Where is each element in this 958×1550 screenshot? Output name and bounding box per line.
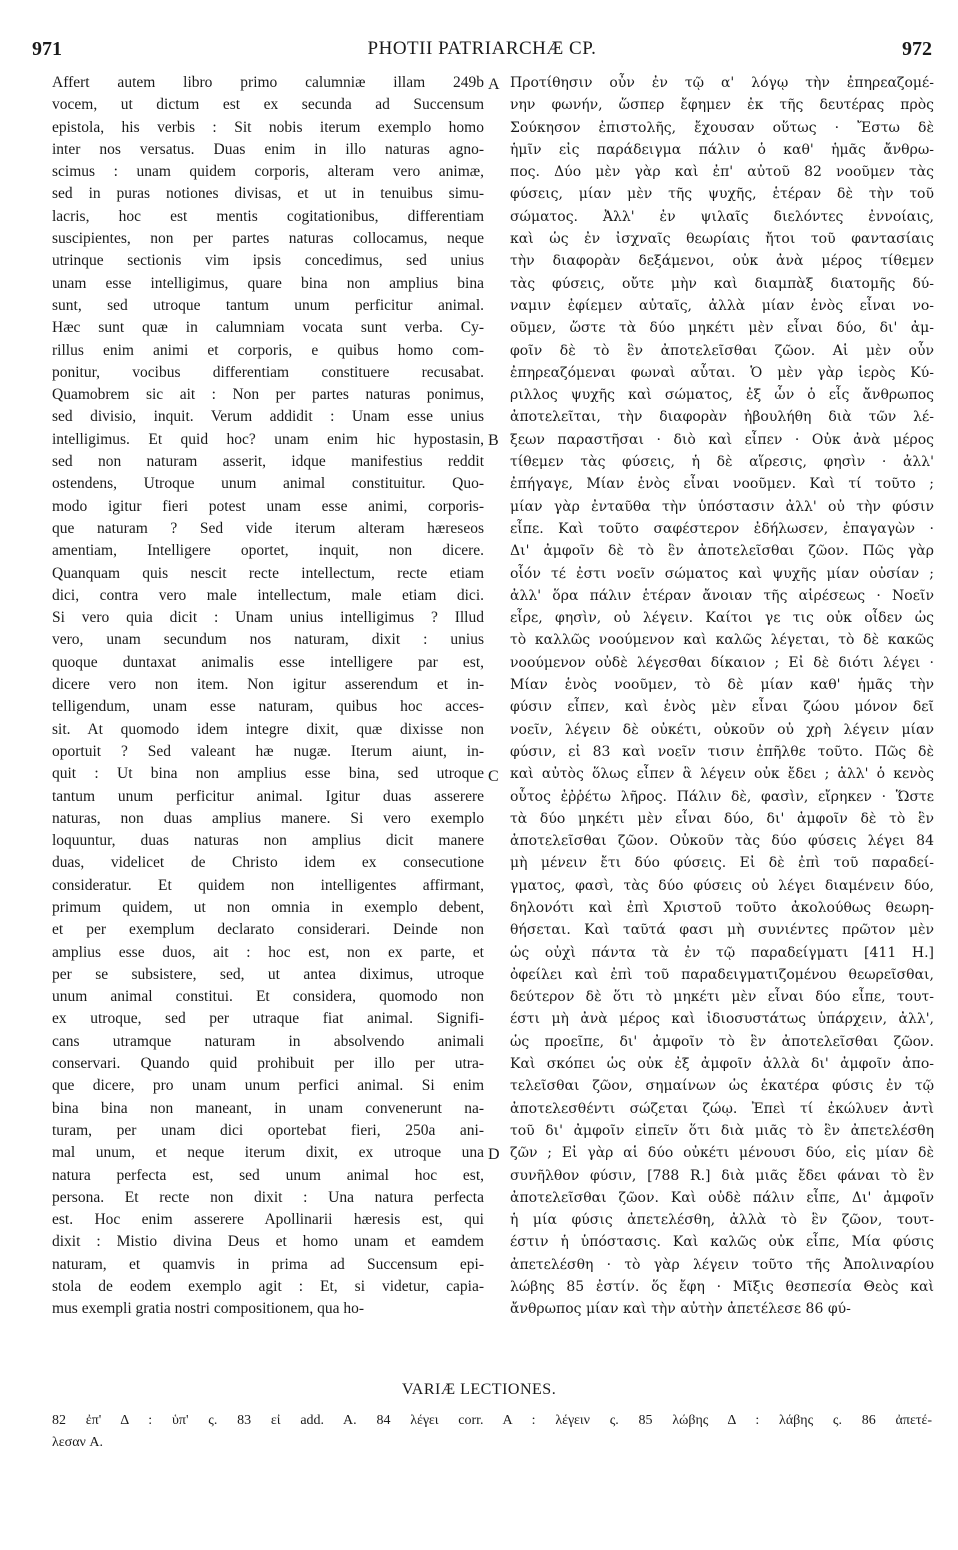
greek-text-line: φύσιν, εἰ 83 καὶ νοεῖν τισιν ἐπῆλθε τοῦτο. Πῶς δὲ <box>510 743 934 760</box>
greek-text-line: ξεων παραστῆσαι · διὸ καὶ εἶπεν · Οὐκ ἀνὰ μέρος <box>510 431 934 448</box>
greek-text-line: Μίαν ἑνὸς νοοῦμεν, τὸ δὲ μίαν καθ' ἡμᾶς τὴν <box>510 677 934 694</box>
greek-text-line: ἀποτελεῖσθαι ζῶον. Καὶ οὐδὲ πάλιν εἶπε, Δι' ἀμφοῖν <box>510 1189 934 1206</box>
latin-text-line: lacris, hoc est mentis cogitationibus, differentiam <box>52 207 484 225</box>
latin-text-line: amplius esse duos, ait : hoc est, non ex parte, et <box>52 943 484 961</box>
greek-text-line: Δι' ἀμφοῖν δὲ τὸ ἓν ἀποτελεῖσθαι ζῶον. Πῶς γὰρ <box>510 543 934 560</box>
greek-text-line: ἐπηρεαζόμεναι φωναὶ αὗται. Ὁ μὲν γὰρ ἱερὸς Κύ- <box>510 364 934 381</box>
greek-text-line: σώματος. Ἀλλ' ἐν ψιλαῖς διελόντες ἐννοίαις, <box>510 208 934 225</box>
greek-text-line: φοῖν δὲ τὸ ἓν ἀποτελεῖσθαι ζῶον. Αἱ μὲν οὖν <box>510 342 934 359</box>
latin-text-line: quit : Ut bina non amplius esse bina, sed utroque <box>52 765 484 783</box>
variae-lectiones-heading: VARIÆ LECTIONES. <box>401 1381 557 1398</box>
greek-text-line: εἶπε. Καὶ τοῦτο σαφέστερον ἐδήλωσεν, ἐπαγαγὼν · <box>510 520 934 537</box>
greek-text-line: γματος, φασὶ, τὰς δύο φύσεις οὐ λέγει διαμένειν δύο, <box>510 877 934 894</box>
latin-text-line: loquuntur, duas naturas non amplius dicit manere <box>52 832 484 850</box>
latin-text-line: sed in puras notiones divisas, et ut in tenuibus simu- <box>52 185 484 203</box>
greek-text-line: καὶ αὐτὸς ὅλως εἶπεν ἃ λέγειν οὐκ ἔδει ; ἀλλ' ὁ κενὸς <box>510 766 934 783</box>
greek-text-line: φύσεις, μίαν μὲν τῆς ψυχῆς, ἑτέραν δὲ τὴν τοῦ <box>510 186 934 203</box>
latin-text-line: utrinque sectionis vim ipsis concedimus, sed unius <box>52 252 484 270</box>
greek-text-line: ἀποτελεσθέντι σώζεται ζώῳ. Ἐπεὶ τί ἐκώλυεν ἀντὶ <box>510 1100 934 1117</box>
greek-text-line: ὀφείλει καὶ ἐπὶ τοῦ παραδειγματιζομένου θεωρεῖσθαι, <box>510 966 934 983</box>
latin-text-line: ostendens, Utroque unum animal constituitur. Quo- <box>52 475 484 493</box>
latin-text-line: oportuit ? Sed valeant hæ nugæ. Iterum aiunt, in- <box>52 742 484 760</box>
greek-text-line: δηλονότι καὶ ἐπὶ Χριστοῦ τοῦτο ἀκολούθως θεωρη- <box>510 899 934 916</box>
greek-text-line: ἀλλ' ὅρα πάλιν ἑτέραν ἄνοιαν τῆς αἱρέσεως · Νοεῖν <box>510 587 934 604</box>
greek-text-line: τίθεμεν τὰς φύσεις, ἡ δὲ αἵρεσις, φησὶν · ἀλλ' <box>510 454 934 471</box>
page-number-right: 972 <box>902 38 932 60</box>
greek-text-line: τοῦ δι' ἀμφοῖν εἰπεῖν ὅτι διὰ μιᾶς τὸ ἓν ἀπετελέσθη <box>510 1122 934 1139</box>
greek-text-line: νοεῖν, λέγειν δὲ οὐκέτι, οὐκοῦν οὐ χρὴ λέγειν μίαν <box>510 721 934 738</box>
latin-text-line: per se subsistere, sed, ut antea diximus, utroque <box>52 965 484 983</box>
greek-text-line: Σούκησον ἐπιστολῆς, ἔχουσαν οὕτως · Ἔστω δὲ <box>510 119 934 136</box>
variae-lectiones-notes <box>52 1410 932 1454</box>
latin-text-line: Quanquam quis nescit recte intellectum, recte etiam <box>52 564 484 582</box>
latin-text-line: cans utramque naturam in absolvendo animali <box>52 1032 484 1050</box>
greek-text-line: έστιν ἡ ὑπόστασις. Καὶ καλῶς οὐκ εἶπε, Μία φύσις <box>510 1234 934 1251</box>
greek-text-line: ζῶν ; Εἰ γὰρ αἱ δύο οὐκέτι μένουσι δύο, εἰς μίαν δὲ <box>510 1145 934 1162</box>
latin-text-line: tantum unum perficitur animal. Igitur duas asserere <box>52 787 484 805</box>
latin-text-line: stola de eodem exemplo agit : Et, si videtur, capia- <box>52 1278 484 1296</box>
greek-text-line: τὰ δύο μηκέτι μὲν εἶναι δύο, δι' ἀμφοῖν δὲ τὸ ἓν <box>510 810 934 827</box>
greek-text-line: δεύτερον δὲ ὅτι τὸ μηκέτι μὲν εἶναι δύο εἶπε, τουτ- <box>510 989 934 1006</box>
latin-text-line: natura perfecta est, sed unum animal hoc est, <box>52 1166 484 1184</box>
latin-text-line: bina bina non maneant, in unam convenerunt na- <box>52 1099 484 1117</box>
latin-text-line: conservari. Quando quid prohibuit per illo per utra- <box>52 1055 484 1073</box>
greek-text-line: λώβης 85 ἐστίν. ὅς ἔφη · Μῖξις θεσπεσία Θεὸς καὶ <box>510 1279 934 1296</box>
greek-text-line: ἀπετελέσθη · τὸ γὰρ λέγειν τοῦτο τῆς Ἀπολιναρίου <box>510 1256 934 1273</box>
latin-text-line: consideratur. Et quidem non intelligentes affirmant, <box>52 876 484 894</box>
page-number-left: 971 <box>32 38 62 60</box>
running-title: PHOTII PATRIARCHÆ CP. <box>367 38 597 59</box>
latin-text-line: suscipientes, non per partes naturas collocamus, neque <box>52 230 484 248</box>
latin-text-line: ex utroque, sed per utraque fiat animal. Signifi- <box>52 1010 484 1028</box>
latin-text-line: que dicere, pro unam unum perfici animal. Si enim <box>52 1077 484 1095</box>
page-header <box>32 38 932 72</box>
greek-text-line: τὰς φύσεις, οὔτε μὴν καὶ διαμπὰξ διατομῆς δύ- <box>510 275 934 292</box>
greek-text-line: ριλλος ψυχῆς καὶ σώματος, ἐξ ὧν ὁ εἷς ἄνθρωπος <box>510 387 934 404</box>
greek-text-line: θήσεται. Καὶ ταῦτά φασι μὴ συνιέντες πρῶτον μὲν <box>510 922 934 939</box>
latin-text-line: mal unum, et neque iterum dixit, ex utroque una <box>52 1144 484 1162</box>
greek-text-line: νοούμενον οὐδὲ λέγεσθαι δίκαιον ; Εἰ δὲ διότι λέγει · <box>510 654 934 671</box>
latin-text-line: ponitur, vocibus differentiam constituere recusabat. <box>52 363 484 381</box>
greek-text-line: πος. Δύο μὲν γὰρ καὶ ἐπ' αὐτοῦ 82 νοοῦμεν τὰς <box>510 164 934 181</box>
latin-text-line: naturam, et quamvis in prima ad Succensum epi- <box>52 1255 484 1273</box>
latin-text-line: Hæc sunt quæ in calumniam vocata sunt verba. Cy- <box>52 319 484 337</box>
latin-text-line: persona. Et recte non dixit : Una natura perfecta <box>52 1188 484 1206</box>
variant-note-line: 82 ἐπ' Δ : ὑπ' ς. 83 εἰ add. A. 84 λέγει corr. A : λέγειν ς. 85 λώβης Δ : λάβης ς. 86 ἀπετέ- <box>52 1413 932 1428</box>
greek-text-line: ὡς προεῖπε, δι' ἀμφοῖν τὸ ἓν ἀποτελεῖσθαι ζῶον. <box>510 1033 934 1050</box>
greek-text-line: ἡμῖν εἰς παράδειγμα πάλιν ὁ καθ' ἡμᾶς ἄνθρω- <box>510 141 934 158</box>
latin-text-line: Si vero quia dicit : Unam unius intelligimus ? Illud <box>52 609 484 627</box>
greek-text-line: έστι μὴ ἀνὰ μέρος καὶ ἰδιοσυστάτως ὑπάρχειν, ἀλλ', <box>510 1011 934 1028</box>
greek-text-line: ἀποτελεῖται, τὴν διαφορὰν ἠβουλήθη διὰ τῶν λέ- <box>510 409 934 426</box>
greek-text-line: φύσιν εἶπεν, καὶ ἑνὸς μὲν εἶναι ζώου μόνον δεῖ <box>510 699 934 716</box>
latin-column <box>52 72 484 1321</box>
latin-text-line: epistola, his verbis : Sit nobis iterum exemplo homo <box>52 118 484 136</box>
margin-marker-b: B <box>488 432 499 449</box>
greek-text-line: εἶρε, φησὶν, οὐ λέγειν. Καίτοι γε τις οὐκ οἶδεν ὡς <box>510 610 934 627</box>
greek-text-line: νην φωνήν, ὥσπερ ἔφημεν ἐκ τῆς δευτέρας πρὸς <box>510 97 934 114</box>
greek-text-line: ἄνθρωπος μίαν καὶ τὴν αὐτὴν ἀπετέλεσε 86 φύ- <box>510 1301 851 1318</box>
latin-text-line: intelligimus. Et quid hoc? unam enim hic hypostasin, <box>52 430 484 448</box>
greek-text-line: μὴ μένειν ἔτι δύο φύσεις. Εἰ δὲ ἐπὶ τοῦ παραδεί- <box>510 855 934 872</box>
latin-text-line: rillus enim animi et corporis, e quibus homo com- <box>52 341 484 359</box>
latin-text-line: que naturam ? Sed vide iterum alteram hæreseos <box>52 519 484 537</box>
latin-text-line: est. Hoc enim asserere Apollinarii hæresis est, qui <box>52 1211 484 1229</box>
latin-text-line: dicere vero non item. Non igitur asserendum et in- <box>52 676 484 694</box>
latin-text-line: sit. At quomodo idem integre dixit, quæ dixisse non <box>52 720 484 738</box>
greek-text-line: ἀποτελεῖσθαι ζῶον. Οὐκοῦν τὰς δύο φύσεις λέγει 84 <box>510 833 934 850</box>
greek-text-line: τὴν διαφορὰν δεξάμενοι, οὐκ ἀνὰ μέρος τίθεμεν <box>510 253 934 270</box>
greek-text-line: τὸ καλλῶς νοούμενον καὶ καλῶς λέγεται, τὸ δὲ κακῶς <box>510 632 934 649</box>
latin-text-line: et per exemplum declarato considerari. Deinde non <box>52 921 484 939</box>
latin-text-line: sunt, sed utroque tantum unum perficitur animal. <box>52 296 484 314</box>
greek-text-line: οὗτος ἐῤῥέτω λῆρος. Πάλιν δὲ, φασὶν, εἴρηκεν · Ὥστε <box>510 788 934 805</box>
latin-text-line: dixit : Mistio divina Deus et homo unam et eamdem <box>52 1233 484 1251</box>
latin-text-line: scimus : unam quidem corporis, alteram vero animæ, <box>52 163 484 181</box>
latin-text-line: duas, videlicet de Christo idem ex consecutione <box>52 854 484 872</box>
variant-note-line: λεσαν A. <box>52 1435 103 1450</box>
latin-text-line: mus exempli gratia nostri compositionem, qua ho- <box>52 1300 365 1318</box>
greek-text-line: Προτίθησιν οὖν ἐν τῷ α' λόγῳ τὴν ἐπηρεαζομέ- <box>510 75 934 91</box>
latin-text-line: Affert autem libro primo calumniæ illam 249b <box>52 74 484 91</box>
latin-text-line: vocem, ut dictum est ex secunda ad Succensum <box>52 96 484 114</box>
latin-text-line: turam, per unam dici oportebat fieri, 250a ani- <box>52 1121 484 1139</box>
latin-text-line: sed divisio, inquit. Verum addidit : Unam esse unius <box>52 408 484 426</box>
greek-text-line: οῦμεν, ὥστε τὰ δύο μηκέτι μὲν εἶναι δύο, δι' ἀμ- <box>510 320 934 337</box>
latin-text-line: modo igitur fieri potest unam esse animi, corporis- <box>52 497 484 515</box>
latin-text-line: sed non naturam asserit, idque manifestius reddit <box>52 453 484 471</box>
latin-text-line: amentiam, Intelligere oportet, inquit, non dicere. <box>52 542 484 560</box>
greek-text-line: Καὶ σκόπει ὡς οὐκ ἐξ ἀμφοῖν ἀλλὰ δι' ἀμφοῖν ἀπο- <box>510 1056 934 1073</box>
latin-text-line: inter nos versatus. Duas enim in illo naturas agno- <box>52 140 484 158</box>
greek-text-line: οἷόν τέ ἐστι νοεῖν σώματος καὶ ψυχῆς μίαν οὐσίαν ; <box>510 565 934 582</box>
greek-text-line: ἐπήγαγε, Μίαν ἑνὸς εἶναι νοοῦμεν. Καὶ τί τοῦτο ; <box>510 476 934 493</box>
latin-text-line: primum quidem, ut non omnia in exemplo debent, <box>52 898 484 916</box>
greek-text-line: καὶ ὡς ἐν ἰσχναῖς θεωρίαις ἤτοι τοῦ φαντασίαις <box>510 231 934 248</box>
greek-text-line: συνῆλθον φύσιν, [788 R.] διὰ μιᾶς ἔδει φάναι τὸ ἓν <box>510 1167 934 1184</box>
latin-text-line: Quamobrem sic ait : Non per partes naturas ponimus, <box>52 386 484 404</box>
greek-text-line: μίαν γὰρ ἐνταῦθα τὴν ὑπόστασιν ἀλλ' οὐ τὴν φύσιν <box>510 498 934 515</box>
latin-text-line: telligendum, unam esse naturam, quibus hoc acces- <box>52 698 484 716</box>
latin-text-line: unum animal constitui. Et considera, quomodo non <box>52 988 484 1006</box>
greek-text-line: ἡ μία φύσις ἀπετελέσθη, ἀλλὰ τὸ ἓν ζῶον, τουτ- <box>510 1212 934 1229</box>
greek-text-line: τελεῖσθαι ζῶον, σημαίνων ὡς ἑκατέρα φύσις ἐν τῷ <box>510 1078 934 1095</box>
margin-marker-d: D <box>488 1146 500 1163</box>
latin-text-line: quoque duntaxat animalis esse intelligere par est, <box>52 653 484 671</box>
latin-text-line: vero, unam secundum nos naturam, dixit : unius <box>52 631 484 649</box>
margin-marker-c: C <box>488 768 499 785</box>
greek-text-line: ὡς οὐχὶ πάντα τὰ ἐν τῷ παραδείγματι [411 H.] <box>510 944 934 961</box>
margin-marker-a: A <box>488 76 500 93</box>
latin-text-line: dici, contra vero male intellectum, male etiam dici. <box>52 586 484 604</box>
latin-text-line: naturas, non duas amplius manere. Si vero exemplo <box>52 809 484 827</box>
greek-text-line: ναμιν ἐφίεμεν αὐταῖς, ἀλλὰ μίαν ἑνὸς εἶναι νο- <box>510 297 934 314</box>
latin-text-line: unam esse intelligimus, quare bina non amplius bina <box>52 274 484 292</box>
greek-column <box>510 72 934 1321</box>
